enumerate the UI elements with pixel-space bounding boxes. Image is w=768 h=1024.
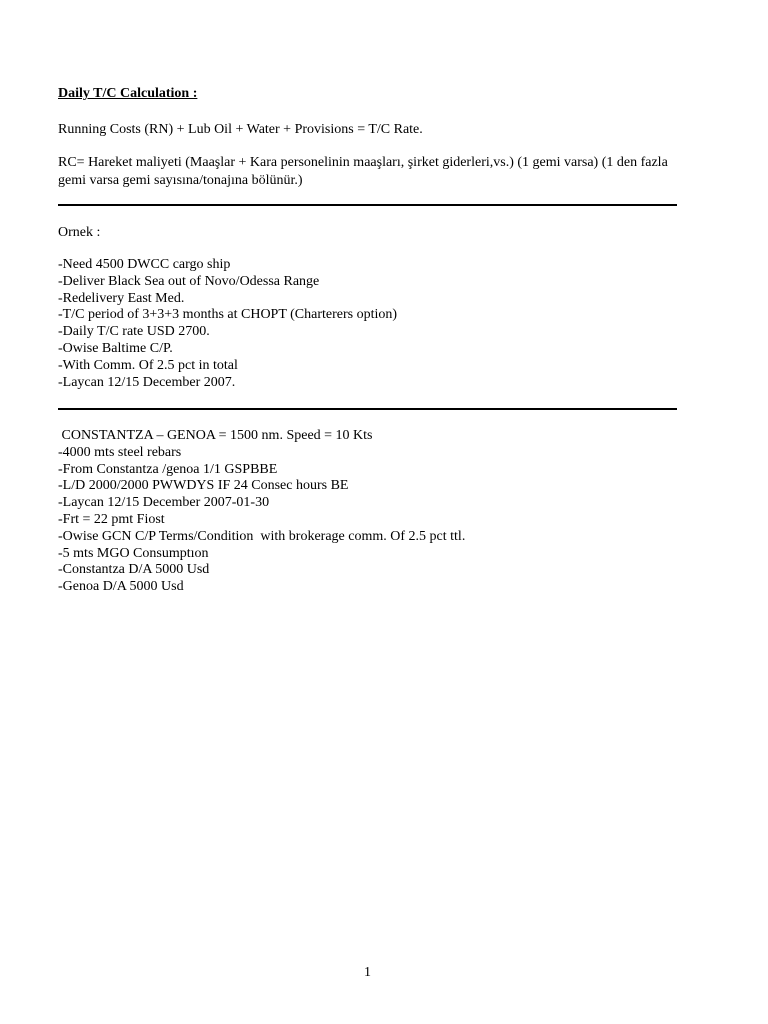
section-divider: [58, 204, 677, 206]
running-cost-note: RC= Hareket maliyeti (Maaşlar + Kara personelinin maaşları, şirket giderleri,vs.) (1 gemi varsa) (1 den fazla gemi varsa gemi sayısına/tonajına bölünür.): [58, 155, 668, 188]
list-item: CONSTANTZA – GENOA = 1500 nm. Speed = 10 Kts: [58, 428, 373, 443]
list-item: -L/D 2000/2000 PWWDYS IF 24 Consec hours BE: [58, 478, 349, 494]
list-item: -With Comm. Of 2.5 pct in total: [58, 357, 238, 373]
list-item: -5 mts MGO Consumptıon: [58, 545, 209, 561]
list-item: -Owise GCN C/P Terms/Condition with brokerage comm. Of 2.5 pct ttl.: [58, 528, 466, 544]
list-item: -Daily T/C rate USD 2700.: [58, 324, 210, 340]
tc-rate-formula: Running Costs (RN) + Lub Oil + Water + Provisions = T/C Rate.: [58, 122, 423, 137]
list-item: -Owise Baltime C/P.: [58, 340, 173, 356]
list-item: -Redelivery East Med.: [58, 290, 185, 306]
list-item: -Frt = 22 pmt Fiost: [58, 511, 165, 527]
list-item: -Laycan 12/15 December 2007.: [58, 374, 236, 390]
list-item: -Genoa D/A 5000 Usd: [58, 579, 184, 595]
list-item: -Constantza D/A 5000 Usd: [58, 562, 210, 578]
list-item: -T/C period of 3+3+3 months at CHOPT (Charterers option): [58, 307, 398, 323]
example-list: [58, 257, 397, 391]
list-item: -From Constantza /genoa 1/1 GSPBBE: [58, 461, 278, 477]
list-item: -Laycan 12/15 December 2007-01-30: [58, 495, 270, 511]
list-item: -Need 4500 DWCC cargo ship: [58, 257, 231, 272]
list-item: -Deliver Black Sea out of Novo/Odessa Range: [58, 273, 320, 289]
list-item: -4000 mts steel rebars: [58, 444, 182, 460]
page-number: 1: [364, 965, 371, 980]
section-divider: [58, 408, 677, 410]
document-title: Daily T/C Calculation :: [58, 86, 198, 101]
voyage-list: [58, 428, 465, 596]
example-heading: Ornek :: [58, 225, 101, 240]
